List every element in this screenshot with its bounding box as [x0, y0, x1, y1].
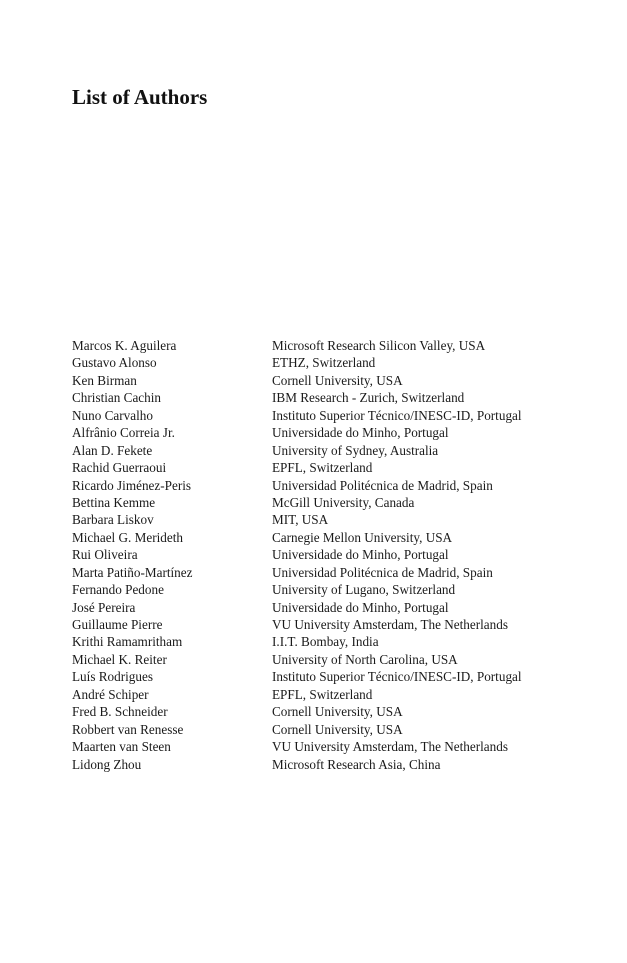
- author-affiliation: Universidade do Minho, Portugal: [272, 599, 449, 615]
- author-row: [72, 616, 572, 633]
- author-affiliation: Universidad Politécnica de Madrid, Spain: [272, 477, 493, 493]
- author-name: Fernando Pedone: [72, 582, 164, 598]
- author-name: Michael G. Merideth: [72, 529, 183, 545]
- author-affiliation: Instituto Superior Técnico/INESC-ID, Portugal: [272, 407, 522, 423]
- author-name: Ken Birman: [72, 372, 137, 388]
- author-name: Gustavo Alonso: [72, 355, 157, 371]
- author-name: Barbara Liskov: [72, 512, 154, 528]
- author-row: [72, 389, 572, 406]
- author-row: [72, 703, 572, 720]
- author-affiliation: University of Lugano, Switzerland: [272, 582, 456, 598]
- author-affiliation: MIT, USA: [272, 512, 329, 528]
- author-name: Fred B. Schneider: [72, 704, 168, 720]
- author-name: Luís Rodrigues: [72, 669, 153, 685]
- author-row: [72, 721, 572, 738]
- author-name: Bettina Kemme: [72, 494, 156, 510]
- author-row: [72, 424, 572, 441]
- author-row: [72, 337, 572, 354]
- author-affiliation: VU University Amsterdam, The Netherlands: [272, 617, 508, 632]
- author-name: Ricardo Jiménez-Peris: [72, 477, 192, 493]
- author-row: [72, 738, 572, 755]
- author-affiliation: Instituto Superior Técnico/INESC-ID, Portugal: [272, 669, 522, 685]
- author-affiliation: Cornell University, USA: [272, 721, 403, 737]
- author-affiliation: Universidade do Minho, Portugal: [272, 547, 449, 563]
- author-name: Michael K. Reiter: [72, 651, 167, 667]
- author-name: Robbert van Renesse: [72, 721, 184, 737]
- author-affiliation: Universidad Politécnica de Madrid, Spain: [272, 564, 493, 580]
- author-row: [72, 581, 572, 598]
- author-affiliation: ETHZ, Switzerland: [272, 355, 376, 371]
- author-name: Rui Oliveira: [72, 547, 138, 563]
- author-affiliation: University of Sydney, Australia: [272, 442, 439, 458]
- author-row: [72, 529, 572, 546]
- author-affiliation: Microsoft Research Asia, China: [272, 756, 441, 772]
- author-row: [72, 494, 572, 511]
- author-row: [72, 686, 572, 703]
- author-affiliation: EPFL, Switzerland: [272, 460, 373, 476]
- author-row: [72, 668, 572, 685]
- author-row: [72, 651, 572, 668]
- author-affiliation: Cornell University, USA: [272, 372, 403, 388]
- author-row: [72, 407, 572, 424]
- author-row: [72, 442, 572, 459]
- author-row: [72, 633, 572, 650]
- author-row: [72, 459, 572, 476]
- author-affiliation: University of North Carolina, USA: [272, 651, 458, 667]
- authors-list: [72, 337, 572, 773]
- author-row: [72, 354, 572, 371]
- author-affiliation: McGill University, Canada: [272, 494, 415, 510]
- author-row: [72, 564, 572, 581]
- author-name: Nuno Carvalho: [72, 407, 153, 423]
- author-name: Krithi Ramamritham: [72, 634, 183, 650]
- author-name: Rachid Guerraoui: [72, 460, 167, 476]
- author-name: Marcos K. Aguilera: [72, 338, 177, 353]
- author-name: Lidong Zhou: [72, 756, 142, 772]
- author-row: [72, 599, 572, 616]
- author-name: Guillaume Pierre: [72, 617, 163, 632]
- author-name: Marta Patiño-Martínez: [72, 564, 193, 580]
- author-name: José Pereira: [72, 599, 136, 615]
- page-title: List of Authors: [72, 85, 208, 109]
- author-affiliation: IBM Research - Zurich, Switzerland: [272, 390, 465, 406]
- author-row: [72, 546, 572, 563]
- author-affiliation: Carnegie Mellon University, USA: [272, 529, 453, 545]
- author-row: [72, 756, 572, 773]
- author-name: Alfrânio Correia Jr.: [72, 425, 175, 441]
- author-row: [72, 511, 572, 528]
- author-affiliation: VU University Amsterdam, The Netherlands: [272, 739, 508, 755]
- author-name: André Schiper: [72, 686, 149, 702]
- author-affiliation: Universidade do Minho, Portugal: [272, 425, 449, 441]
- author-name: Christian Cachin: [72, 390, 162, 406]
- author-name: Maarten van Steen: [72, 739, 171, 755]
- author-affiliation: I.I.T. Bombay, India: [272, 634, 379, 650]
- author-name: Alan D. Fekete: [72, 442, 153, 458]
- author-row: [72, 372, 572, 389]
- author-affiliation: Cornell University, USA: [272, 704, 403, 720]
- author-row: [72, 477, 572, 494]
- author-affiliation: Microsoft Research Silicon Valley, USA: [272, 338, 486, 353]
- author-affiliation: EPFL, Switzerland: [272, 686, 373, 702]
